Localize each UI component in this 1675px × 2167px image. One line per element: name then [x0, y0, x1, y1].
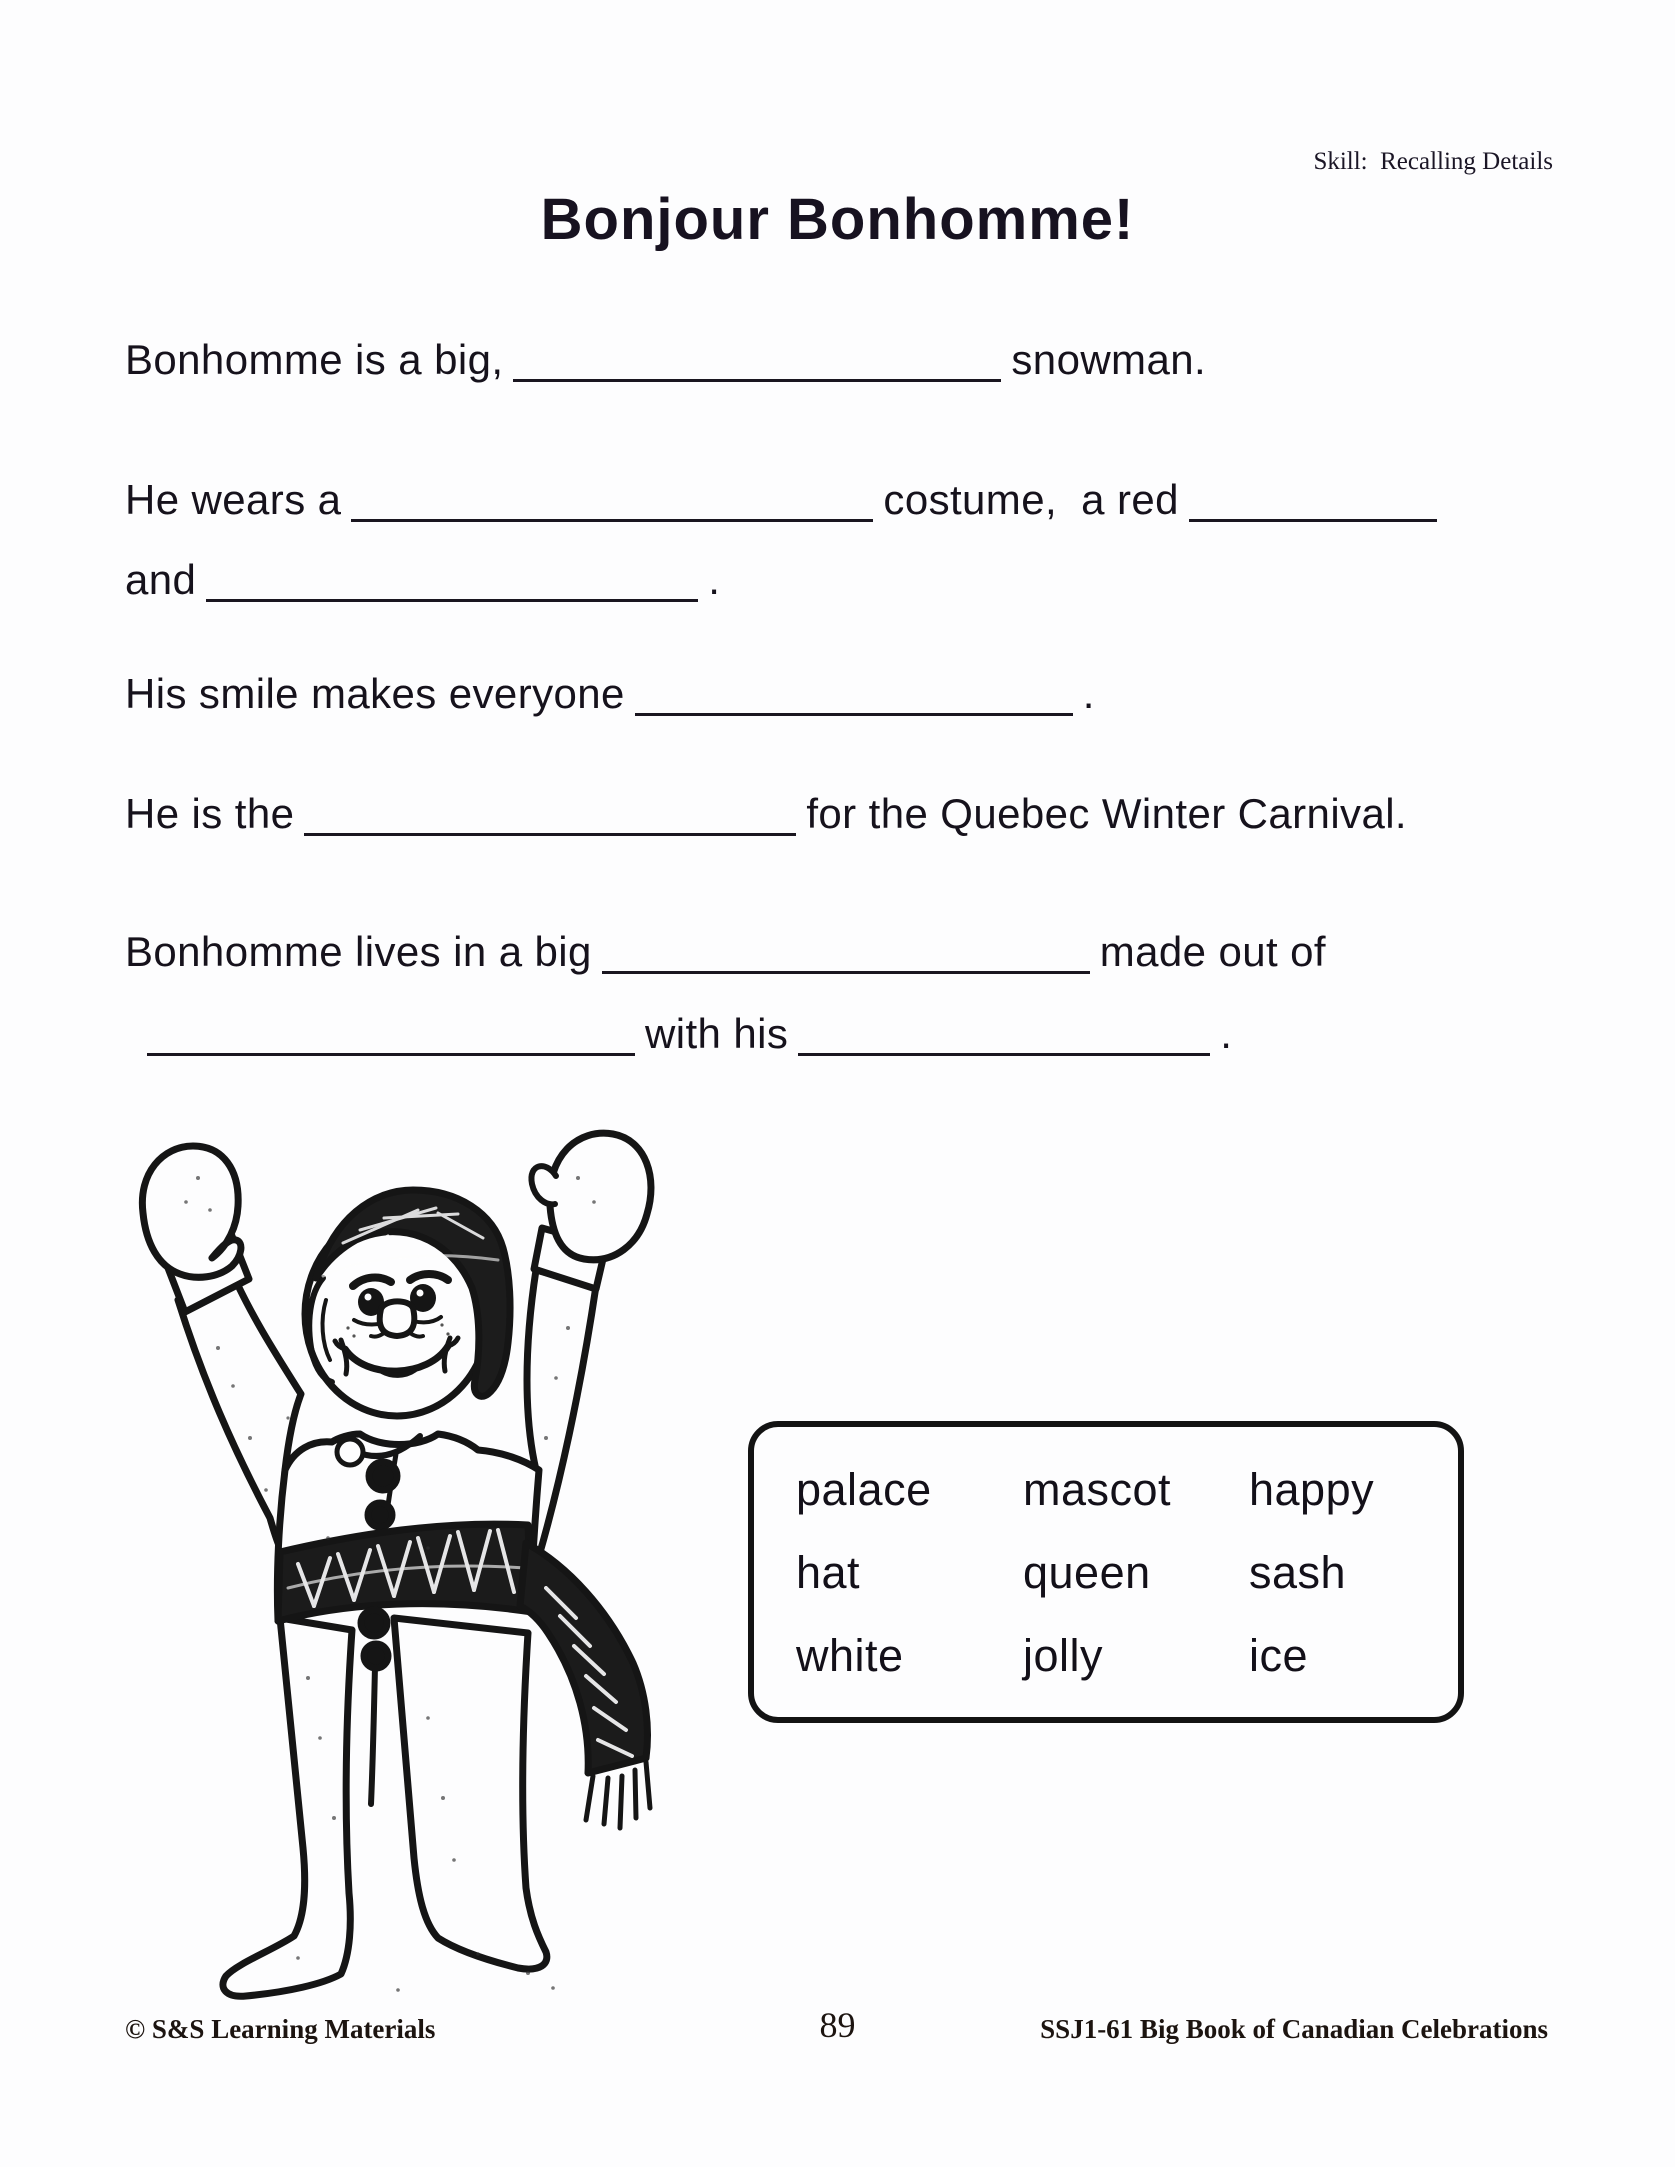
- fill-in-blank: [635, 683, 1073, 716]
- sentence-line: [125, 670, 1095, 718]
- word-bank-word: ice: [1249, 1630, 1309, 1681]
- sentence-line: [137, 1010, 1232, 1058]
- sentence-text: Bonhomme is a big,: [125, 336, 504, 383]
- sentence-text: .: [1220, 1010, 1233, 1057]
- word-bank-grid: [754, 1427, 1458, 1683]
- word-bank-word: sash: [1249, 1547, 1347, 1598]
- fill-in-blank: [602, 941, 1090, 974]
- word-bank-word: mascot: [1023, 1464, 1172, 1515]
- sentence-text: .: [708, 556, 721, 603]
- sentence-text: costume, a red: [883, 476, 1179, 523]
- word-bank-word: happy: [1249, 1464, 1375, 1515]
- sentence-line: [125, 790, 1407, 838]
- sentence-line: [125, 556, 720, 604]
- sentence-text: Bonhomme lives in a big: [125, 928, 592, 975]
- sentence-text: made out of: [1099, 928, 1326, 975]
- sentence-text: for the Quebec Winter Carnival.: [806, 790, 1408, 837]
- fill-in-blank: [798, 1023, 1210, 1056]
- footer-copyright: © S&S Learning Materials: [125, 2014, 436, 2044]
- footer-page-number: 89: [819, 2005, 856, 2045]
- fill-in-blank: [304, 803, 796, 836]
- sentence-text: with his: [645, 1010, 789, 1057]
- fill-in-blank: [147, 1023, 635, 1056]
- skill-label: Skill: Recalling Details: [1313, 148, 1553, 175]
- sentence-text: He is the: [125, 790, 295, 837]
- fill-in-blank: [1189, 489, 1437, 522]
- page-title: Bonjour Bonhomme!: [540, 187, 1135, 252]
- word-bank-word: white: [796, 1630, 904, 1681]
- fill-in-blank: [206, 569, 698, 602]
- sentence-line: [125, 476, 1447, 524]
- sentence-text: He wears a: [125, 476, 342, 523]
- sentence-text: and: [125, 556, 197, 603]
- sentence-text: .: [1082, 670, 1095, 717]
- footer-book-title: SSJ1-61 Big Book of Canadian Celebrations: [1040, 2014, 1548, 2044]
- sentence-text: His smile makes everyone: [125, 670, 625, 717]
- fill-in-blank: [513, 349, 1001, 382]
- sentence-line: [125, 336, 1206, 384]
- word-bank-box: [748, 1421, 1464, 1723]
- fill-in-blank: [351, 489, 873, 522]
- bonhomme-illustration: [98, 1118, 664, 2013]
- word-bank-word: queen: [1023, 1547, 1151, 1598]
- sentence-text: snowman.: [1011, 336, 1207, 383]
- word-bank-word: hat: [796, 1547, 861, 1598]
- sentence-line: [125, 928, 1326, 976]
- word-bank-word: palace: [796, 1464, 932, 1515]
- word-bank-word: jolly: [1023, 1630, 1104, 1681]
